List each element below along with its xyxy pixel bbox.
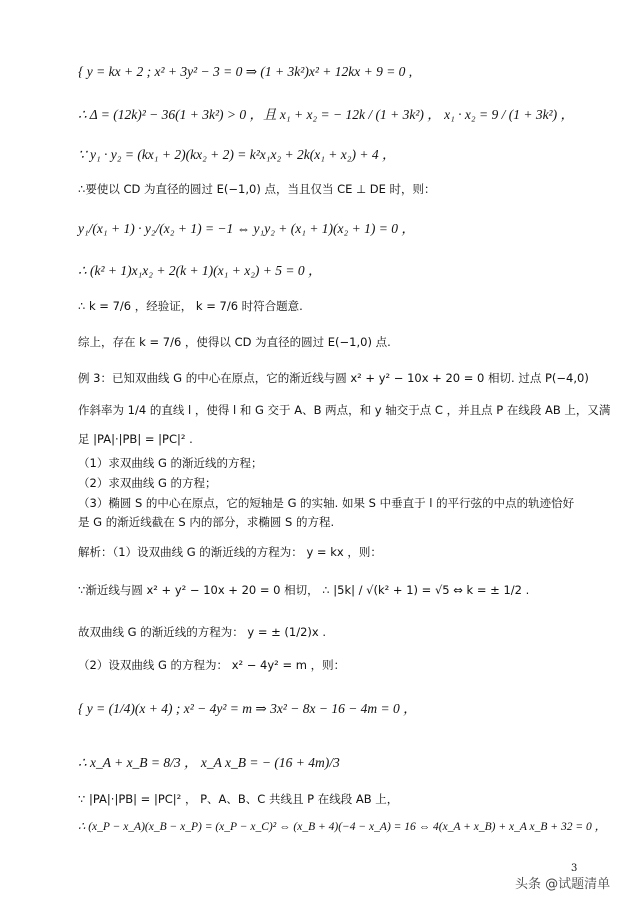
text-line-10: 作斜率为 1/4 的直线 l ，使得 l 和 G 交于 A、B 两点，和 y 轴交于点 C ，并且点 P 在线段 AB 上，又满 xyxy=(78,403,611,417)
text-line-3: ∵ y₁ · y₂ = (kx₁ + 2)(kx₂ + 2) = k²x₁x₂ + 2k(x₁ + x₂) + 4 ， xyxy=(78,147,396,162)
text-line-17: ∵渐近线与圆 x² + y² − 10x + 20 = 0 相切， ∴ |5k| / √(k² + 1) = √5 ⇔ k = ± 1/2 . xyxy=(78,583,530,597)
question-3: （3）椭圆 S 的中心在原点，它的短轴是 G 的实轴. 如果 S 中垂直于 l 的平行弦的中点的轨迹恰好 xyxy=(78,496,575,510)
text-line-11: 足 |PA|·|PB| = |PC|² . xyxy=(78,432,193,446)
question-1: （1）求双曲线 G 的渐近线的方程； xyxy=(78,456,263,470)
text-line-18: 故双曲线 G 的渐近线的方程为： y = ± (1/2)x . xyxy=(78,625,327,639)
page-number: 3 xyxy=(571,863,578,874)
text-line-23: ∴ (x_P − x_A)(x_B − x_P) = (x_P − x_C)² ⇔ (x_B + 4)(−4 − x_A) = 16 ⇔ 4(x_A + x_B) + x_A x_B + 32 = 0 ， xyxy=(78,821,607,833)
watermark: 头条 @试题清单 xyxy=(515,877,611,892)
example-3-title: 例 3：已知双曲线 G 的中心在原点，它的渐近线与圆 x² + y² − 10x + 20 = 0 相切. 过点 P(−4,0) xyxy=(78,371,589,385)
question-3-cont: 是 G 的渐近线截在 S 内的部分，求椭圆 S 的方程. xyxy=(78,515,335,529)
text-line-4: ∴要使以 CD 为直径的圆过 E(−1,0) 点，当且仅当 CE ⊥ DE 时，则： xyxy=(78,182,436,196)
text-line-21: ∴ x_A + x_B = 8/3 ， x_A x_B = − (16 + 4m)/3 xyxy=(78,755,340,770)
text-line-2: ∴ Δ = (12k)² − 36(1 + 3k²) > 0 ，且 x₁ + x₂ = − 12k / (1 + 3k²) ， x₁ · x₂ = 9 / (1 + 3k²) ， xyxy=(78,107,574,122)
text-line-7: ∴ k = 7/6 ，经验证， k = 7/6 时符合题意. xyxy=(78,299,303,313)
text-line-8: 综上，存在 k = 7/6 ，使得以 CD 为直径的圆过 E(−1,0) 点. xyxy=(78,335,391,349)
text-line-1: { y = kx + 2 ; x² + 3y² − 3 = 0 ⇒ (1 + 3k²)x² + 12kx + 9 = 0 , xyxy=(78,64,413,79)
text-line-22: ∵ |PA|·|PB| = |PC|² ， P、A、B、C 共线且 P 在线段 AB 上， xyxy=(78,792,399,806)
text-line-5: y₁/(x₁ + 1) · y₂/(x₂ + 1) = −1 ⇔ y₁y₂ + (x₁ + 1)(x₂ + 1) = 0 ， xyxy=(78,221,415,236)
solution-header: 解析：（1）设双曲线 G 的渐近线的方程为： y = kx ，则： xyxy=(78,545,382,559)
text-line-6: ∴ (k² + 1)x₁x₂ + 2(k + 1)(x₁ + x₂) + 5 = 0 ， xyxy=(78,263,322,278)
question-2: （2）求双曲线 G 的方程； xyxy=(78,476,217,490)
text-line-20: { y = (1/4)(x + 4) ; x² − 4y² = m ⇒ 3x² − 8x − 16 − 4m = 0 ， xyxy=(78,701,417,716)
text-line-19: （2）设双曲线 G 的方程为： x² − 4y² = m ，则： xyxy=(78,658,346,672)
